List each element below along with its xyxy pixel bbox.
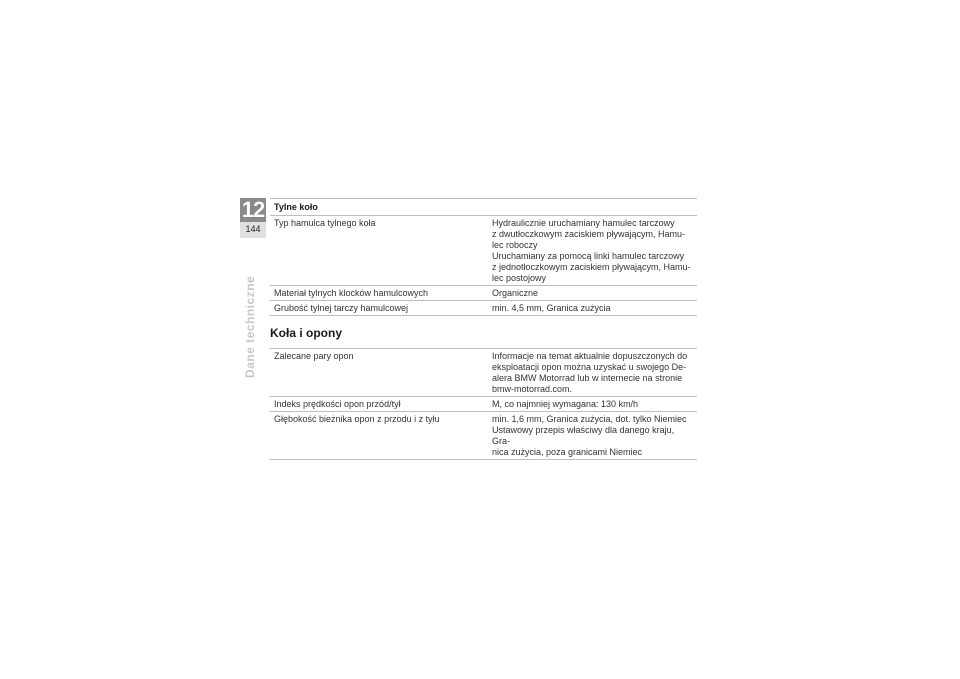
wheels-tires-table — [270, 348, 697, 460]
spec-label: Grubość tylnej tarczy hamulcowej — [270, 301, 488, 316]
spec-value-line: alera BMW Motorrad lub w internecie na stronie — [492, 373, 683, 383]
chapter-marker — [240, 198, 266, 238]
spec-value-line: lec roboczy — [492, 240, 538, 250]
page-number: 144 — [245, 224, 261, 234]
spec-value — [488, 349, 697, 397]
table-row — [270, 286, 697, 301]
chapter-number: 12 — [241, 197, 265, 222]
table-row — [270, 412, 697, 460]
spec-value-line: Hydraulicznie uruchamiany hamulec tarczowy — [492, 218, 675, 228]
spec-value — [488, 216, 697, 286]
table-row — [270, 397, 697, 412]
table-row — [270, 349, 697, 397]
spec-value-line: min. 1,6 mm, Granica zużycia, dot. tylko Niemiec — [492, 414, 687, 424]
spec-label: Typ hamulca tylnego koła — [270, 216, 488, 286]
spec-value-line: z dwutłoczkowym zaciskiem pływającym, Hamu- — [492, 229, 686, 239]
spec-value-line: lec postojowy — [492, 273, 547, 283]
spec-value-line: z jednotłoczkowym zaciskiem pływającym, Hamu- — [492, 262, 691, 272]
rear-wheel-table — [270, 216, 697, 316]
spec-value-line: M, co najmniej wymagana: 130 km/h — [492, 399, 639, 409]
spec-label: Indeks prędkości opon przód/tył — [270, 397, 488, 412]
spec-label: Głębokość bieżnika opon z przodu i z tyłu — [270, 412, 488, 460]
table-row — [270, 216, 697, 286]
spec-value-line: min. 4,5 mm, Granica zużycia — [492, 303, 611, 313]
spec-label: Zalecane pary opon — [270, 349, 488, 397]
document-content — [270, 198, 697, 460]
spec-value-line: Ustawowy przepis właściwy dla danego kraju, Gra- — [492, 425, 675, 446]
spec-value-line: eksploatacji opon można uzyskać u swojego De- — [492, 362, 687, 372]
table-row — [270, 301, 697, 316]
section-title-wheels-tires: Koła i opony — [270, 326, 342, 340]
spec-value — [488, 286, 697, 301]
spec-value-line: Informacje na temat aktualnie dopuszczonych do — [492, 351, 688, 361]
spec-value — [488, 412, 697, 460]
spec-value-line: nica zużycia, poza granicami Niemiec — [492, 447, 643, 457]
spec-value-line: Organiczne — [492, 288, 539, 298]
spec-value — [488, 397, 697, 412]
spec-label: Materiał tylnych klocków hamulcowych — [270, 286, 488, 301]
section-title-rear-wheel: Tylne koło — [270, 198, 697, 216]
spec-value-line: bmw-motorrad.com. — [492, 384, 573, 394]
spec-value — [488, 301, 697, 316]
chapter-side-title: Dane techniczne — [243, 275, 257, 378]
spec-value-line: Uruchamiany za pomocą linki hamulec tarczowy — [492, 251, 685, 261]
